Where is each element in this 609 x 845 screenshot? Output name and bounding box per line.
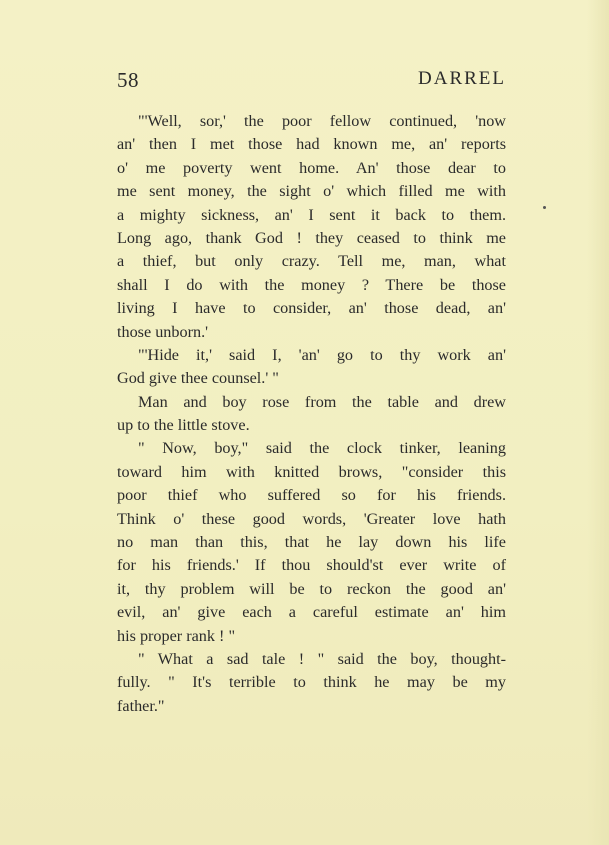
text-line: for his friends.' If thou should'st ever write of	[117, 556, 506, 575]
text-line: evil, an' give each a careful estimate an' him	[117, 603, 506, 622]
text-line: those unborn.'	[117, 322, 209, 341]
text-line: no man than this, that he lay down his life	[117, 533, 506, 552]
text-line: Think o' these good words, 'Greater love hath	[117, 509, 506, 528]
text-line: poor thief who suffered so for his friends.	[117, 486, 506, 505]
text-line: a thief, but only crazy. Tell me, man, what	[117, 252, 506, 271]
text-line: me sent money, the sight o' which filled me with	[117, 182, 506, 201]
text-line: o' me poverty went home. An' those dear to	[117, 158, 506, 177]
text-line: fully. " It's terrible to think he may be my	[117, 673, 506, 692]
text-line: Long ago, thank God ! they ceased to think me	[117, 228, 506, 247]
page-header	[117, 68, 506, 98]
body-text	[117, 110, 506, 718]
text-line: shall I do with the money ? There be those	[117, 275, 506, 294]
text-line: his proper rank ! "	[117, 626, 236, 645]
text-line: " What a sad tale ! " said the boy, thought-	[138, 649, 506, 668]
text-line: Man and boy rose from the table and drew	[138, 392, 506, 411]
text-line: it, thy problem will be to reckon the good an'	[117, 579, 506, 598]
page-edge-shadow	[587, 0, 609, 845]
text-line: up to the little stove.	[117, 416, 250, 435]
text-line: "'Well, sor,' the poor fellow continued, 'now	[138, 112, 506, 130]
text-line: father."	[117, 696, 165, 715]
text-line: a mighty sickness, an' I sent it back to them.	[117, 205, 506, 224]
page-number: 58	[117, 68, 139, 92]
text-line: toward him with knitted brows, "consider this	[117, 462, 506, 481]
text-line: "'Hide it,' said I, 'an' go to thy work an'	[138, 345, 506, 364]
text-line: " Now, boy," said the clock tinker, leaning	[138, 439, 506, 458]
text-line: God give thee counsel.' "	[117, 369, 279, 388]
text-line: living I have to consider, an' those dead, an'	[117, 299, 506, 318]
running-title: DARREL	[418, 68, 506, 89]
ink-speck	[543, 206, 546, 209]
text-line: an' then I met those had known me, an' reports	[117, 135, 506, 154]
